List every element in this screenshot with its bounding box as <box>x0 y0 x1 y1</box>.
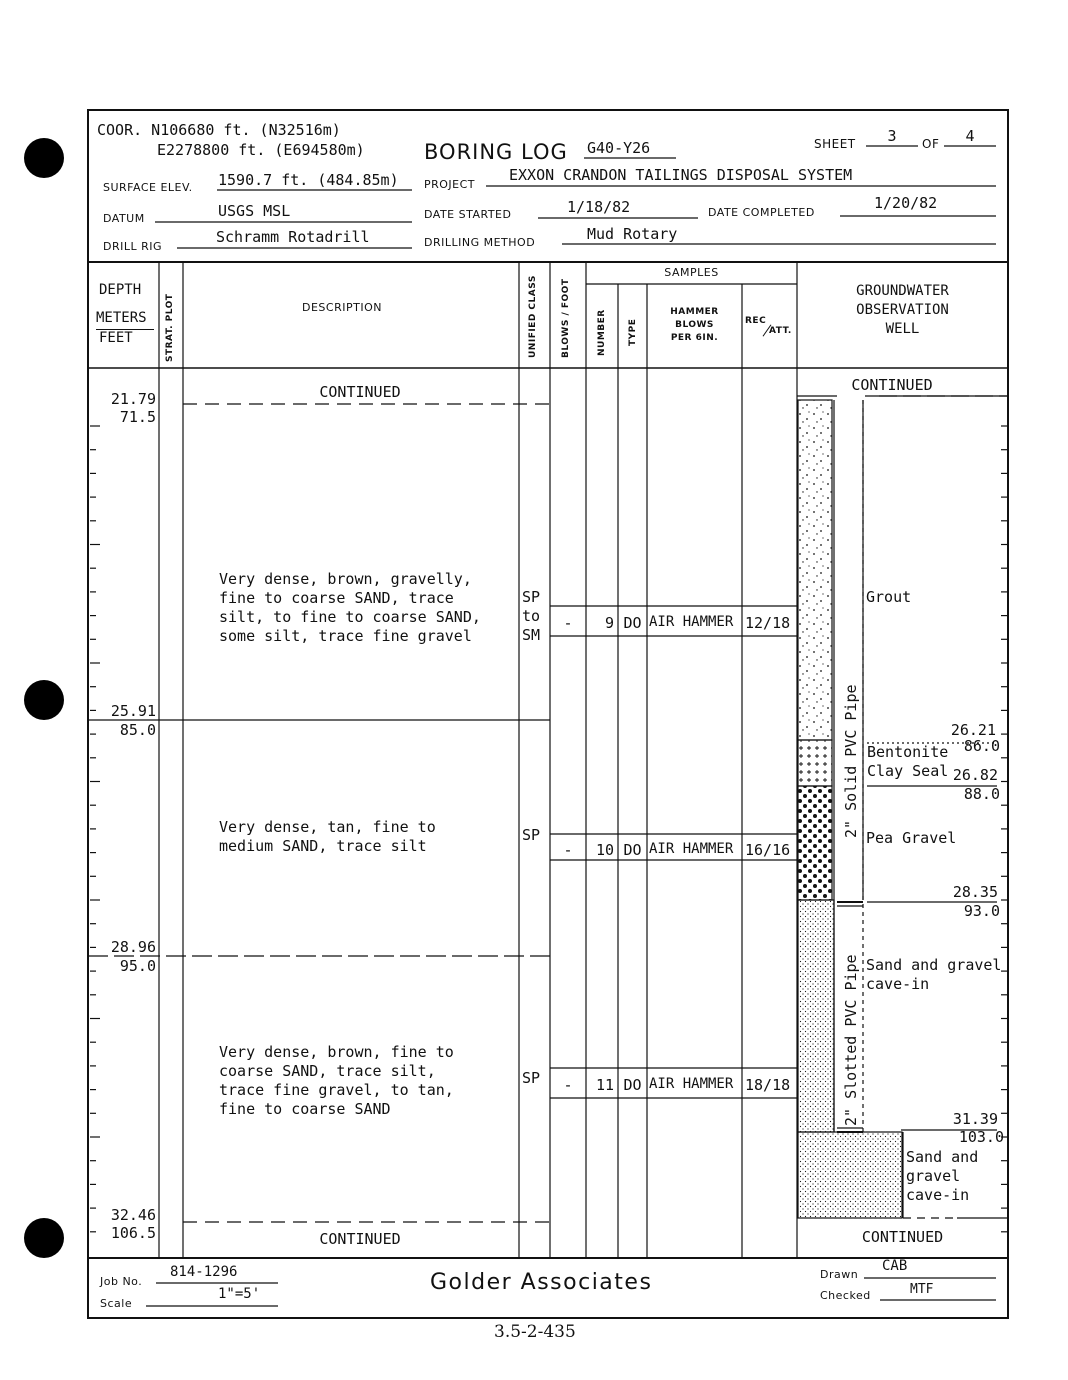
sample-10-blows: - <box>563 841 573 859</box>
col-gw-2: OBSERVATION <box>856 302 949 318</box>
depth-m-2: 25.91 <box>110 702 156 720</box>
depth-m-3: 28.96 <box>110 938 156 956</box>
sample-9-blows: - <box>563 614 573 632</box>
layer-3-uscs: SP <box>522 1069 541 1087</box>
scale-label: Scale <box>100 1297 133 1310</box>
sample-9-type: DO <box>623 614 642 632</box>
well-mark-ft-2: 88.0 <box>963 785 1000 803</box>
depth-m-4: 32.46 <box>110 1206 156 1224</box>
layer-2-description: Very dense, tan, fine to medium SAND, trace silt <box>219 818 436 855</box>
col-feet: FEET <box>99 330 133 346</box>
well-mark-ft-1: 86.0 <box>963 737 1000 755</box>
depth-ft-3: 95.0 <box>119 957 156 975</box>
depth-ft-1: 71.5 <box>119 408 156 426</box>
well-mark-ft-4: 103.0 <box>958 1128 1004 1146</box>
well-continued-bottom: CONTINUED <box>861 1228 944 1246</box>
col-unified-class: UNIFIED CLASS <box>528 275 538 358</box>
col-att: ATT. <box>769 326 792 336</box>
sample-9-number: 9 <box>604 614 614 632</box>
col-number: NUMBER <box>597 309 607 356</box>
continued-top: CONTINUED <box>319 383 401 401</box>
well-solid-pipe-label: 2" Solid PVC Pipe <box>842 684 860 838</box>
well-sand-gravel-label-1: Sand and gravel cave-in <box>866 956 1002 993</box>
sample-10-rec: 16/16 <box>745 841 791 859</box>
layer-1-description: Very dense, brown, gravelly, fine to coarse SAND, trace silt, to fine to coarse SAND, some silt, trace fine gravel <box>219 570 481 645</box>
datum-label: DATUM <box>103 212 145 225</box>
col-meters: METERS <box>96 310 147 326</box>
well-mark-ft-3: 93.0 <box>963 902 1000 920</box>
well-bentonite-label: Bentonite Clay Seal <box>867 743 949 780</box>
col-type: TYPE <box>628 318 638 346</box>
drawn-label: Drawn <box>820 1268 859 1281</box>
boring-id: G40-Y26 <box>587 139 651 157</box>
job-label: Job No. <box>100 1275 143 1288</box>
well-pea-gravel-label: Pea Gravel <box>866 829 957 847</box>
sample-10-type: DO <box>623 841 642 859</box>
col-hammer-2: BLOWS <box>675 320 714 330</box>
depth-ft-4: 106.5 <box>110 1224 156 1242</box>
sample-11-hammer: AIR HAMMER <box>649 1076 734 1092</box>
layer-1-uscs: SP to SM <box>522 588 541 644</box>
well-grout-label: Grout <box>866 588 912 606</box>
date-started: 1/18/82 <box>567 198 631 216</box>
well-mark-m-2: 26.82 <box>952 766 998 784</box>
sample-11-rec: 18/18 <box>745 1076 791 1094</box>
well-slotted-pipe-label: 2" Slotted PVC Pipe <box>842 954 860 1126</box>
form-title: BORING LOG <box>424 140 568 164</box>
date-started-label: DATE STARTED <box>424 208 512 221</box>
col-description: DESCRIPTION <box>302 301 382 314</box>
col-gw-3: WELL <box>885 321 920 337</box>
col-hammer-1: HAMMER <box>670 307 719 317</box>
scale-value: 1"=5' <box>218 1286 261 1302</box>
page-number: 3.5-2-435 <box>494 1322 576 1342</box>
drill-rig-label: DRILL RIG <box>103 240 163 253</box>
surface-elev: 1590.7 ft. (484.85m) <box>218 171 399 189</box>
coordinates-north: COOR. N106680 ft. (N32516m) <box>97 121 341 139</box>
surface-elev-label: SURFACE ELEV. <box>103 181 193 194</box>
project-label: PROJECT <box>424 178 476 191</box>
drill-rig: Schramm Rotadrill <box>216 228 370 246</box>
well-sand-gravel-label-2: Sand and gravel cave-in <box>906 1148 979 1204</box>
layer-3-description: Very dense, brown, fine to coarse SAND, trace silt, trace fine gravel, to tan, fine to coarse SAND <box>219 1043 454 1118</box>
company-name: Golder Associates <box>430 1270 653 1295</box>
drilling-method: Mud Rotary <box>587 225 678 243</box>
of-label: OF <box>922 137 940 151</box>
date-completed-label: DATE COMPLETED <box>708 206 815 219</box>
sample-10-hammer: AIR HAMMER <box>649 841 734 857</box>
datum-value: USGS MSL <box>218 202 291 220</box>
checked-label: Checked <box>820 1289 871 1302</box>
sample-10-number: 10 <box>595 841 614 859</box>
col-gw-1: GROUNDWATER <box>856 283 949 299</box>
well-continued-top: CONTINUED <box>851 376 933 394</box>
sheet-number: 3 <box>887 127 897 145</box>
depth-m-1: 21.79 <box>110 390 156 408</box>
drawn-by: CAB <box>882 1258 908 1274</box>
col-depth: DEPTH <box>99 282 142 298</box>
col-samples: SAMPLES <box>664 266 719 279</box>
coordinates-east: E2278800 ft. (E694580m) <box>157 141 365 159</box>
sample-9-rec: 12/18 <box>745 614 791 632</box>
col-rec: REC <box>745 316 767 326</box>
checked-by: MTF <box>910 1282 934 1297</box>
drilling-method-label: DRILLING METHOD <box>424 236 536 249</box>
well-mark-m-1: 26.21 <box>950 721 996 739</box>
well-mark-m-3: 28.35 <box>952 883 998 901</box>
sample-11-blows: - <box>563 1076 573 1094</box>
sheet-label: SHEET <box>814 137 856 151</box>
col-strat-plot: STRAT. PLOT <box>165 293 175 362</box>
layer-2-uscs: SP <box>522 826 541 844</box>
col-hammer-3: PER 6IN. <box>670 333 719 343</box>
sample-9-hammer: AIR HAMMER <box>649 614 734 630</box>
col-blows-foot: BLOWS / FOOT <box>561 278 571 358</box>
project-name: EXXON CRANDON TAILINGS DISPOSAL SYSTEM <box>509 166 853 184</box>
well-mark-m-4: 31.39 <box>952 1110 998 1128</box>
depth-ft-2: 85.0 <box>119 721 156 739</box>
sample-11-type: DO <box>623 1076 642 1094</box>
job-number: 814-1296 <box>170 1264 238 1280</box>
sample-11-number: 11 <box>595 1076 614 1094</box>
continued-bottom: CONTINUED <box>319 1230 401 1248</box>
date-completed: 1/20/82 <box>874 194 938 212</box>
sheet-total: 4 <box>965 127 975 145</box>
